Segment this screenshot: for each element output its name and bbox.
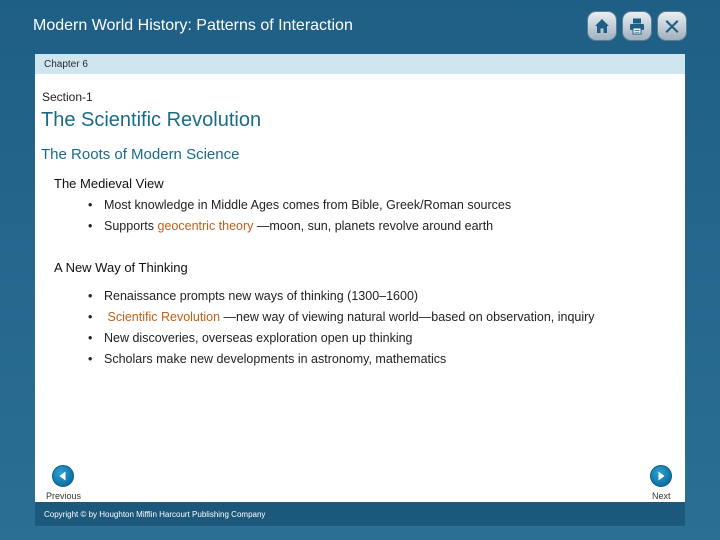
previous-label[interactable]: Previous xyxy=(46,491,82,501)
bullet-list xyxy=(88,197,511,239)
list-item: • Renaissance prompts new ways of thinking (1300–1600) xyxy=(88,289,419,303)
top-nav xyxy=(587,11,687,41)
list-item: • Most knowledge in Middle Ages comes from Bible, Greek/Roman sources xyxy=(88,198,512,212)
chapter-label: Chapter 6 xyxy=(35,54,685,74)
topic-heading: The Medieval View xyxy=(54,176,164,191)
copyright-footer: Copyright © by Houghton Mifflin Harcourt Publishing Company xyxy=(35,502,685,526)
slide-content xyxy=(35,74,685,502)
home-button[interactable] xyxy=(587,11,617,41)
close-button[interactable] xyxy=(657,11,687,41)
section-label: Section-1 xyxy=(42,90,93,104)
home-icon xyxy=(592,16,612,36)
next-label[interactable]: Next xyxy=(652,491,671,501)
arrow-right-icon xyxy=(655,470,667,482)
arrow-left-icon xyxy=(57,470,69,482)
close-icon xyxy=(662,16,682,36)
next-button[interactable] xyxy=(650,465,672,487)
highlighted-term: Scientific Revolution xyxy=(107,310,221,324)
highlighted-term: geocentric theory xyxy=(157,219,254,233)
list-item: • Scientific Revolution —new way of viewing natural world—based on observation, inquiry xyxy=(88,310,595,324)
print-button[interactable] xyxy=(622,11,652,41)
sub-title: The Roots of Modern Science xyxy=(41,146,240,163)
bullet-list xyxy=(88,288,595,372)
page-title: The Scientific Revolution xyxy=(41,109,262,131)
print-icon xyxy=(627,16,647,36)
app-title: Modern World History: Patterns of Interaction xyxy=(33,17,353,34)
previous-button[interactable] xyxy=(52,465,74,487)
list-item: • Supports geocentric theory —moon, sun, planets revolve around earth xyxy=(88,219,494,233)
list-item: • New discoveries, overseas exploration open up thinking xyxy=(88,331,413,345)
list-item: • Scholars make new developments in astronomy, mathematics xyxy=(88,352,447,366)
topic-heading: A New Way of Thinking xyxy=(54,260,188,275)
